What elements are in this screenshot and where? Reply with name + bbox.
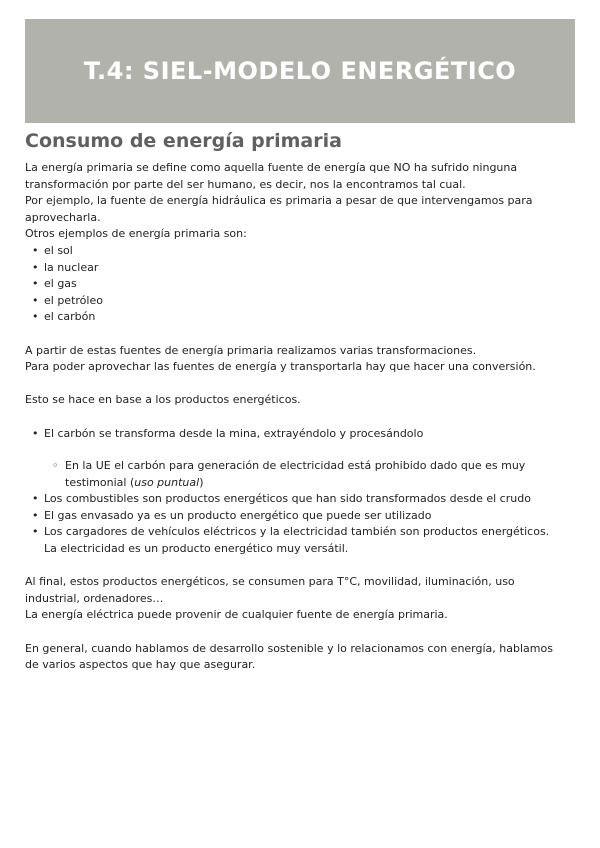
document-body bbox=[25, 128, 565, 674]
list-item-combustibles: • Los combustibles son productos energéticos que han sido transformados desde el crudo bbox=[44, 491, 565, 508]
products-intro: Esto se hace en base a los productos energéticos. bbox=[25, 393, 301, 407]
carbon-sub-text: En la UE el carbón para generación de electricidad está prohibido dado que es muy testimonial ( bbox=[65, 459, 526, 489]
page-title: T.4: SIEL-MODELO ENERGÉTICO bbox=[83, 57, 517, 85]
carbon-sub-emphasis: uso puntual bbox=[134, 475, 200, 489]
spacer bbox=[25, 409, 565, 426]
intro-paragraph-1: La energía primaria se define como aquella fuente de energía que NO ha sufrido ninguna transformación por parte del ser humano, es decir, nos la encontramos tal cual. bbox=[25, 161, 518, 191]
energy-products-list bbox=[25, 426, 565, 558]
intro-paragraph-3: Otros ejemplos de energía primaria son: bbox=[25, 227, 247, 241]
title-banner bbox=[25, 19, 575, 123]
spacer bbox=[25, 558, 565, 575]
list-item: • el sol bbox=[44, 243, 565, 260]
closing-paragraph: En general, cuando hablamos de desarrollo sostenible y lo relacionamos con energía, hablamos de varios aspectos que hay que asegurar. bbox=[25, 641, 553, 672]
primary-energy-examples-list bbox=[25, 243, 565, 326]
spacer bbox=[25, 326, 565, 343]
list-item-cargadores: • Los cargadores de vehículos eléctricos y la electricidad también son productos energéticos. La electricidad es un producto energético muy versátil. bbox=[44, 524, 565, 557]
carbon-sub-end: ) bbox=[199, 475, 204, 489]
list-item: • el carbón bbox=[44, 309, 565, 326]
list-item: • el gas bbox=[44, 276, 565, 293]
transform-paragraph-1: A partir de estas fuentes de energía primaria realizamos varias transformaciones. bbox=[25, 343, 477, 357]
list-item: • el petróleo bbox=[44, 293, 565, 310]
final-paragraph-1: Al final, estos productos energéticos, se consumen para T°C, movilidad, iluminación, uso industrial, ordenadores… bbox=[25, 575, 515, 605]
spacer bbox=[25, 376, 565, 393]
sublist-item bbox=[65, 458, 565, 491]
intro-paragraph-2: Por ejemplo, la fuente de energía hidráulica es primaria a pesar de que intervengamos para aprovecharla. bbox=[25, 194, 533, 224]
list-item: • la nuclear bbox=[44, 260, 565, 277]
list-item-carbon bbox=[44, 426, 565, 492]
section-heading: Consumo de energía primaria bbox=[25, 130, 342, 152]
list-item-gas: • El gas envasado ya es un producto energético que puede ser utilizado bbox=[44, 508, 565, 525]
transform-paragraph-2: Para poder aprovechar las fuentes de energía y transportarla hay que hacer una conversión. bbox=[25, 360, 536, 374]
spacer bbox=[25, 624, 565, 641]
final-paragraph-2: La energía eléctrica puede provenir de cualquier fuente de energía primaria. bbox=[25, 608, 448, 622]
carbon-text: El carbón se transforma desde la mina, extrayéndolo y procesándolo bbox=[44, 426, 424, 440]
carbon-sublist bbox=[44, 458, 565, 491]
